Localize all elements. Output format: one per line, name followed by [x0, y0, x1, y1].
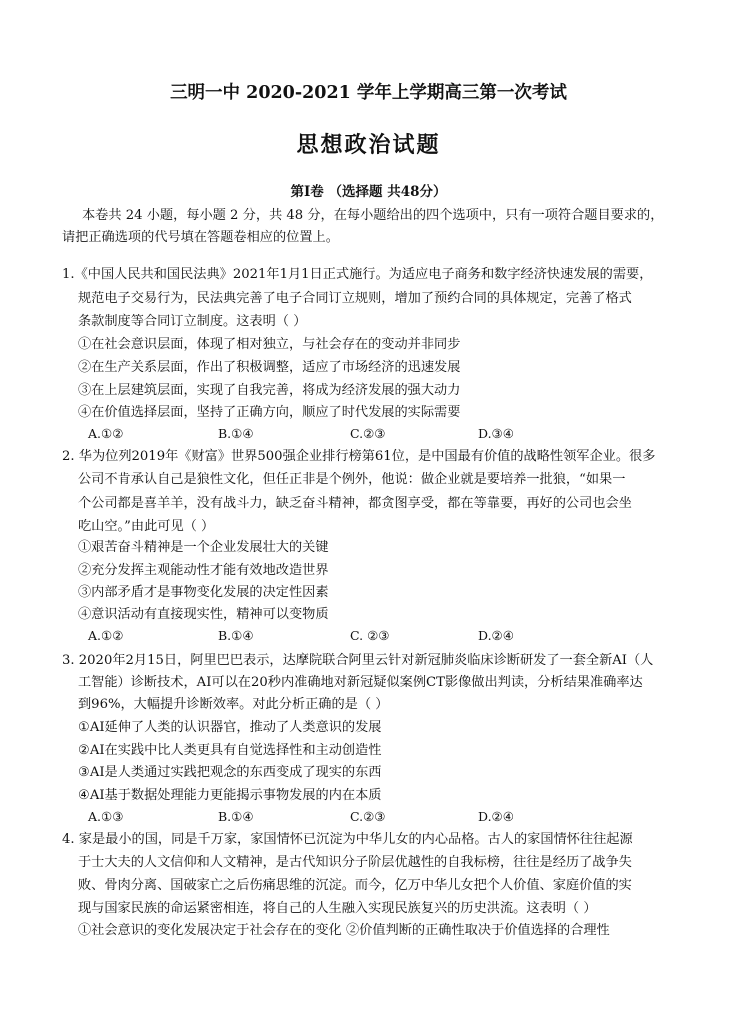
statement-1: ①AI延伸了人类的认识器官，推动了人类意识的发展 [78, 720, 382, 735]
option-b: B.①④ [218, 426, 254, 441]
option-a: A.①② [88, 628, 124, 643]
subject-title: 思想政治试题 [296, 132, 441, 158]
exam-title: 三明一中 2020-2021 学年上学期高三第一次考试 [170, 83, 567, 103]
statement-1: ①在社会意识层面，体现了相对独立，与社会存在的变动并非同步 [78, 337, 461, 352]
question-stem-line: 规范电子交易行为，民法典完善了电子合同订立规则，增加了预约合同的具体规定，完善了格式 [78, 291, 632, 306]
section-title: 第Ⅰ卷 （选择题 共48分） [290, 184, 447, 200]
question-stem-line: 于士大夫的人文信仰和人文精神，是古代知识分子阶层优越性的自我标榜，往往是经历了战争失 [78, 855, 632, 870]
intro-line-1: 本卷共 24 小题，每小题 2 分，共 48 分，在每小题给出的四个选项中，只有一项符合题目要求的， [82, 208, 664, 223]
statement-3: ③AI是人类通过实践把观念的东西变成了现实的东西 [78, 765, 382, 780]
question-stem-line: 吃山空。”由此可见（ ） [78, 519, 215, 534]
statement-2: ②AI在实践中比人类更具有自觉选择性和主动创造性 [78, 743, 382, 758]
statement-3: ③内部矛盾才是事物变化发展的决定性因素 [78, 585, 329, 600]
option-a: A.①② [88, 426, 124, 441]
question-stem-line: 现与国家民族的命运紧密相连，将自己的人生融入实现民族复兴的历史洪流。这表明（ ） [78, 901, 597, 916]
question-stem-line: 个公司都是喜羊羊，没有战斗力，缺乏奋斗精神，都贪图享受，都在等靠要，再好的公司也会坐 [78, 496, 632, 511]
question-stem-line: 3. 2020年2月15日，阿里巴巴表示，达摩院联合阿里云针对新冠肺炎临床诊断研发了一套全新AI（人 [62, 653, 654, 668]
question-stem-line: 到96%，大幅提升诊断效率。对此分析正确的是（ ） [78, 697, 389, 712]
statement-4: ④在价值选择层面，坚持了正确方向，顺应了时代发展的实际需要 [78, 405, 461, 420]
question-stem-line: 1.《中国人民共和国民法典》2021年1月1日正式施行。为适应电子商务和数字经济快速发展的需要， [62, 267, 653, 282]
option-c: C. ②③ [350, 628, 390, 643]
question-stem-line: 4. 家是最小的国，同是千万家，家国情怀已沉淀为中华儿女的内心品格。古人的家国情怀往往起源 [62, 832, 633, 847]
statement-4: ④意识活动有直接现实性，精神可以变物质 [78, 607, 329, 622]
option-a: A.①③ [88, 809, 124, 824]
question-stem-line: 败、骨肉分离、国破家亡之后伤痛思维的沉淀。而今，亿万中华儿女把个人价值、家庭价值的实 [78, 878, 632, 893]
statement-3: ③在上层建筑层面，实现了自我完善，将成为经济发展的强大动力 [78, 383, 461, 398]
statement-2: ②在生产关系层面，作出了积极调整，适应了市场经济的迅速发展 [78, 360, 461, 375]
question-stem-line: 公司不肯承认自己是狼性文化，但任正非是个例外，他说：做企业就是要培养一批狼，“如果一 [78, 472, 626, 487]
question-stem-line: 2. 华为位列2019年《财富》世界500强企业排行榜第61位，是中国最有价值的战略性领军企业。很多 [62, 449, 656, 464]
option-d: D.②④ [478, 628, 514, 643]
intro-line-2: 请把正确选项的代号填在答题卷相应的位置上。 [62, 230, 339, 245]
statement-1: ①艰苦奋斗精神是一个企业发展壮大的关键 [78, 540, 329, 555]
option-c: C.②③ [350, 809, 386, 824]
option-c: C.②③ [350, 426, 386, 441]
question-stem-line: 条款制度等合同订立制度。这表明（ ） [78, 314, 307, 329]
statement-2: ②充分发挥主观能动性才能有效地改造世界 [78, 563, 329, 578]
option-b: B.①④ [218, 628, 254, 643]
option-d: D.②④ [478, 809, 514, 824]
statement-1-2: ①社会意识的变化发展决定于社会存在的变化 ②价值判断的正确性取决于价值选择的合理性 [78, 923, 610, 938]
statement-4: ④AI基于数据处理能力更能揭示事物发展的内在本质 [78, 788, 382, 803]
option-b: B.①④ [218, 809, 254, 824]
option-d: D.③④ [478, 426, 514, 441]
question-stem-line: 工智能）诊断技术，AI可以在20秒内准确地对新冠疑似案例CT影像做出判读，分析结果准确率达 [78, 675, 643, 690]
